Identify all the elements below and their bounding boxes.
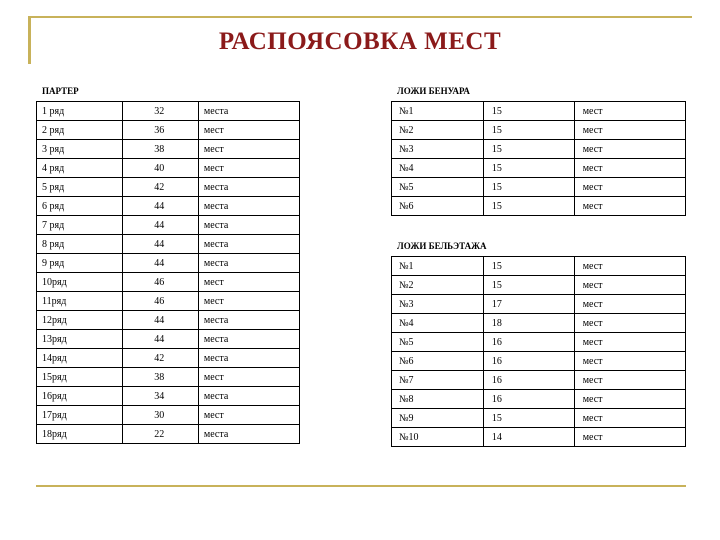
parter-cell-col1: 10ряд: [37, 273, 123, 292]
beletage-cell-col2: 18: [483, 314, 574, 333]
parter-cell-col3: места: [198, 102, 299, 121]
beletage-row: [392, 314, 686, 333]
benuar-cell-col1: №1: [392, 102, 484, 121]
benuar-cell-col2: 15: [483, 197, 574, 216]
beletage-cell-col3: мест: [574, 333, 685, 352]
parter-cell-col1: 7 ряд: [37, 216, 123, 235]
parter-cell-col2: 38: [123, 368, 199, 387]
parter-cell-col1: 14ряд: [37, 349, 123, 368]
parter-row: [37, 273, 300, 292]
parter-cell-col1: 3 ряд: [37, 140, 123, 159]
beletage-cell-col1: №1: [392, 257, 484, 276]
parter-cell-col3: мест: [198, 368, 299, 387]
benuar-cell-col1: №6: [392, 197, 484, 216]
beletage-cell-col2: 15: [483, 276, 574, 295]
benuar-table: [391, 101, 686, 216]
parter-row: [37, 140, 300, 159]
benuar-cell-col2: 15: [483, 178, 574, 197]
parter-row: [37, 311, 300, 330]
parter-row: [37, 159, 300, 178]
beletage-cell-col2: 15: [483, 409, 574, 428]
benuar-row: [392, 102, 686, 121]
parter-cell-col3: места: [198, 425, 299, 444]
parter-cell-col2: 36: [123, 121, 199, 140]
parter-cell-col2: 38: [123, 140, 199, 159]
beletage-cell-col2: 16: [483, 333, 574, 352]
parter-cell-col1: 8 ряд: [37, 235, 123, 254]
beletage-cell-col3: мест: [574, 257, 685, 276]
benuar-cell-col3: мест: [574, 159, 685, 178]
beletage-cell-col3: мест: [574, 409, 685, 428]
parter-cell-col3: места: [198, 311, 299, 330]
parter-row: [37, 254, 300, 273]
beletage-cell-col3: мест: [574, 352, 685, 371]
beletage-row: [392, 295, 686, 314]
parter-row: [37, 425, 300, 444]
parter-cell-col2: 34: [123, 387, 199, 406]
parter-cell-col3: места: [198, 216, 299, 235]
parter-cell-col2: 42: [123, 178, 199, 197]
parter-row: [37, 235, 300, 254]
beletage-cell-col2: 14: [483, 428, 574, 447]
parter-cell-col1: 13ряд: [37, 330, 123, 349]
parter-cell-col1: 9 ряд: [37, 254, 123, 273]
parter-cell-col3: места: [198, 330, 299, 349]
beletage-cell-col1: №9: [392, 409, 484, 428]
parter-cell-col2: 44: [123, 216, 199, 235]
beletage-cell-col1: №7: [392, 371, 484, 390]
beletage-cell-col2: 16: [483, 352, 574, 371]
parter-cell-col2: 46: [123, 273, 199, 292]
beletage-cell-col1: №5: [392, 333, 484, 352]
page-title: РАСПОЯСОВКА МЕСТ: [218, 28, 502, 55]
parter-cell-col2: 44: [123, 330, 199, 349]
parter-cell-col3: мест: [198, 292, 299, 311]
parter-cell-col2: 44: [123, 197, 199, 216]
parter-cell-col3: мест: [198, 140, 299, 159]
parter-cell-col2: 32: [123, 102, 199, 121]
beletage-cell-col2: 15: [483, 257, 574, 276]
parter-cell-col1: 4 ряд: [37, 159, 123, 178]
benuar-cell-col1: №2: [392, 121, 484, 140]
benuar-cell-col2: 15: [483, 140, 574, 159]
beletage-row: [392, 257, 686, 276]
beletage-table: [391, 256, 686, 447]
parter-cell-col1: 15ряд: [37, 368, 123, 387]
parter-cell-col1: 18ряд: [37, 425, 123, 444]
benuar-cell-col3: мест: [574, 140, 685, 159]
parter-cell-col1: 16ряд: [37, 387, 123, 406]
parter-cell-col2: 42: [123, 349, 199, 368]
parter-row: [37, 197, 300, 216]
parter-cell-col2: 22: [123, 425, 199, 444]
parter-cell-col3: мест: [198, 159, 299, 178]
beletage-cell-col1: №8: [392, 390, 484, 409]
parter-cell-col3: места: [198, 254, 299, 273]
parter-row: [37, 216, 300, 235]
parter-cell-col1: 6 ряд: [37, 197, 123, 216]
beletage-cell-col1: №3: [392, 295, 484, 314]
parter-cell-col2: 46: [123, 292, 199, 311]
beletage-cell-col1: №10: [392, 428, 484, 447]
beletage-cell-col1: №4: [392, 314, 484, 333]
beletage-row: [392, 371, 686, 390]
beletage-cell-col3: мест: [574, 428, 685, 447]
parter-row: [37, 102, 300, 121]
parter-cell-col3: места: [198, 349, 299, 368]
parter-row: [37, 406, 300, 425]
beletage-cell-col2: 17: [483, 295, 574, 314]
beletage-cell-col3: мест: [574, 295, 685, 314]
parter-cell-col3: мест: [198, 273, 299, 292]
parter-cell-col2: 30: [123, 406, 199, 425]
parter-cell-col2: 44: [123, 235, 199, 254]
beletage-row: [392, 428, 686, 447]
beletage-cell-col2: 16: [483, 371, 574, 390]
benuar-row: [392, 178, 686, 197]
parter-cell-col1: 17ряд: [37, 406, 123, 425]
parter-row: [37, 121, 300, 140]
beletage-cell-col1: №6: [392, 352, 484, 371]
bottom-decorative-line: [36, 485, 686, 487]
beletage-row: [392, 390, 686, 409]
benuar-cell-col2: 15: [483, 121, 574, 140]
parter-cell-col2: 44: [123, 311, 199, 330]
benuar-row: [392, 197, 686, 216]
parter-cell-col1: 2 ряд: [37, 121, 123, 140]
parter-row: [37, 368, 300, 387]
benuar-cell-col3: мест: [574, 178, 685, 197]
beletage-cell-col3: мест: [574, 390, 685, 409]
benuar-row: [392, 121, 686, 140]
parter-cell-col1: 5 ряд: [37, 178, 123, 197]
parter-row: [37, 387, 300, 406]
benuar-label: ЛОЖИ БЕНУАРА: [397, 86, 470, 96]
parter-row: [37, 178, 300, 197]
parter-cell-col3: мест: [198, 406, 299, 425]
benuar-cell-col2: 15: [483, 102, 574, 121]
benuar-cell-col3: мест: [574, 121, 685, 140]
parter-cell-col1: 12ряд: [37, 311, 123, 330]
beletage-row: [392, 352, 686, 371]
beletage-cell-col3: мест: [574, 371, 685, 390]
beletage-label: ЛОЖИ БЕЛЬЭТАЖА: [397, 241, 487, 251]
parter-cell-col3: места: [198, 178, 299, 197]
beletage-row: [392, 276, 686, 295]
beletage-cell-col3: мест: [574, 276, 685, 295]
top-decorative-line: [28, 16, 692, 18]
parter-cell-col3: места: [198, 235, 299, 254]
benuar-cell-col1: №4: [392, 159, 484, 178]
parter-cell-col3: места: [198, 387, 299, 406]
benuar-cell-col2: 15: [483, 159, 574, 178]
beletage-cell-col3: мест: [574, 314, 685, 333]
parter-cell-col2: 44: [123, 254, 199, 273]
parter-row: [37, 292, 300, 311]
parter-cell-col1: 11ряд: [37, 292, 123, 311]
parter-cell-col1: 1 ряд: [37, 102, 123, 121]
parter-label: ПАРТЕР: [42, 86, 79, 96]
parter-row: [37, 330, 300, 349]
beletage-cell-col2: 16: [483, 390, 574, 409]
parter-row: [37, 349, 300, 368]
beletage-cell-col1: №2: [392, 276, 484, 295]
parter-cell-col3: места: [198, 197, 299, 216]
beletage-row: [392, 333, 686, 352]
benuar-row: [392, 159, 686, 178]
benuar-row: [392, 140, 686, 159]
benuar-cell-col3: мест: [574, 197, 685, 216]
benuar-cell-col1: №5: [392, 178, 484, 197]
beletage-row: [392, 409, 686, 428]
benuar-cell-col1: №3: [392, 140, 484, 159]
parter-table: [36, 101, 300, 444]
parter-cell-col2: 40: [123, 159, 199, 178]
benuar-cell-col3: мест: [574, 102, 685, 121]
parter-cell-col3: мест: [198, 121, 299, 140]
